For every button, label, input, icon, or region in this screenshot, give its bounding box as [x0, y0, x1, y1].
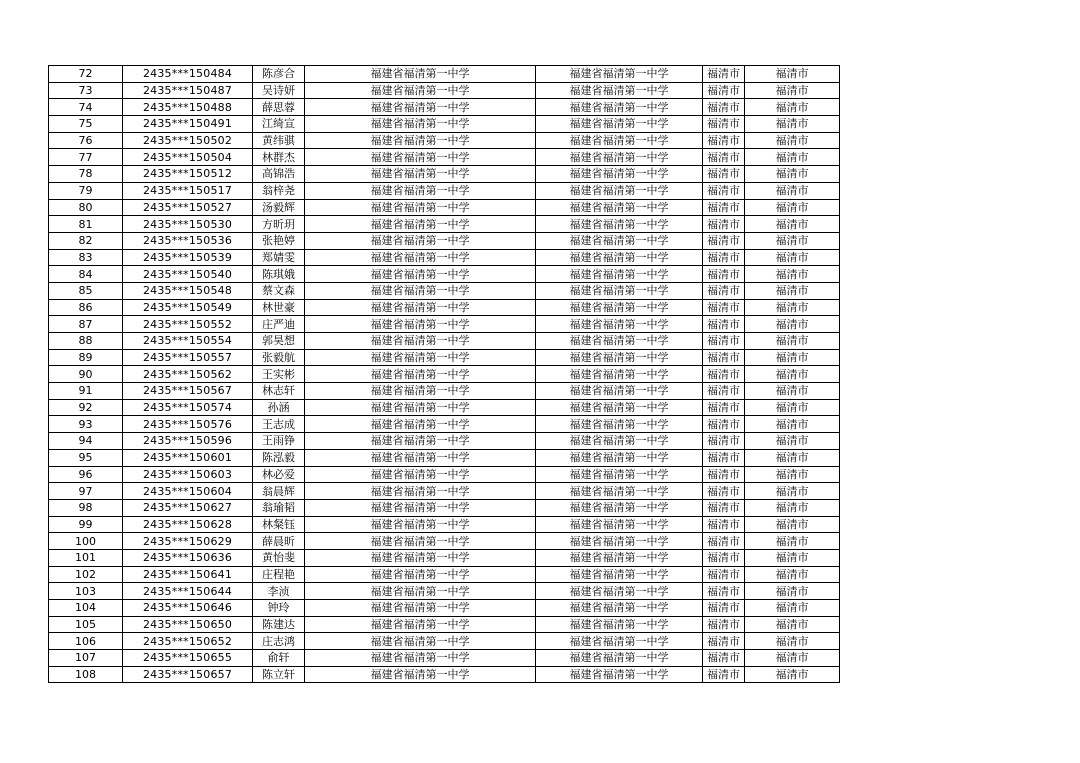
school-cell: 福建省福清第一中学	[305, 333, 536, 350]
row-number-cell: 94	[49, 433, 123, 450]
table-row	[49, 299, 840, 316]
exam-id-cell: 2435***150644	[123, 583, 253, 600]
table-row	[49, 583, 840, 600]
row-number-cell: 85	[49, 282, 123, 299]
row-number-cell: 95	[49, 449, 123, 466]
district-cell: 福清市	[745, 82, 840, 99]
row-number-cell: 87	[49, 316, 123, 333]
school-cell-2: 福建省福清第一中学	[536, 266, 703, 283]
student-name-cell: 江绮宣	[253, 116, 305, 133]
school-cell-2: 福建省福清第一中学	[536, 316, 703, 333]
exam-id-cell: 2435***150549	[123, 299, 253, 316]
district-cell: 福清市	[745, 499, 840, 516]
student-name-cell: 庄程艳	[253, 566, 305, 583]
exam-id-cell: 2435***150636	[123, 549, 253, 566]
city-cell: 福清市	[703, 366, 745, 383]
city-cell: 福清市	[703, 149, 745, 166]
table-row	[49, 433, 840, 450]
student-name-cell: 黄怡斐	[253, 549, 305, 566]
row-number-cell: 76	[49, 132, 123, 149]
school-cell: 福建省福清第一中学	[305, 600, 536, 617]
exam-id-cell: 2435***150652	[123, 633, 253, 650]
student-name-cell: 蔡文森	[253, 282, 305, 299]
city-cell: 福清市	[703, 116, 745, 133]
city-cell: 福清市	[703, 449, 745, 466]
city-cell: 福清市	[703, 166, 745, 183]
row-number-cell: 90	[49, 366, 123, 383]
table-row	[49, 249, 840, 266]
city-cell: 福清市	[703, 666, 745, 683]
student-name-cell: 林粲钰	[253, 516, 305, 533]
row-number-cell: 104	[49, 600, 123, 617]
table-row	[49, 199, 840, 216]
school-cell-2: 福建省福清第一中学	[536, 516, 703, 533]
school-cell: 福建省福清第一中学	[305, 399, 536, 416]
row-number-cell: 99	[49, 516, 123, 533]
row-number-cell: 89	[49, 349, 123, 366]
table-row	[49, 399, 840, 416]
city-cell: 福清市	[703, 583, 745, 600]
row-number-cell: 82	[49, 232, 123, 249]
exam-id-cell: 2435***150488	[123, 99, 253, 116]
district-cell: 福清市	[745, 533, 840, 550]
row-number-cell: 72	[49, 66, 123, 83]
district-cell: 福清市	[745, 282, 840, 299]
exam-id-cell: 2435***150536	[123, 232, 253, 249]
school-cell-2: 福建省福清第一中学	[536, 633, 703, 650]
table-row	[49, 216, 840, 233]
row-number-cell: 75	[49, 116, 123, 133]
table-row	[49, 316, 840, 333]
student-name-cell: 吴诗妍	[253, 82, 305, 99]
school-cell-2: 福建省福清第一中学	[536, 449, 703, 466]
school-cell: 福建省福清第一中学	[305, 499, 536, 516]
district-cell: 福清市	[745, 333, 840, 350]
school-cell-2: 福建省福清第一中学	[536, 399, 703, 416]
exam-id-cell: 2435***150596	[123, 433, 253, 450]
student-name-cell: 陈建达	[253, 616, 305, 633]
row-number-cell: 86	[49, 299, 123, 316]
school-cell: 福建省福清第一中学	[305, 516, 536, 533]
student-name-cell: 翁梓尧	[253, 182, 305, 199]
school-cell: 福建省福清第一中学	[305, 666, 536, 683]
school-cell: 福建省福清第一中学	[305, 132, 536, 149]
school-cell: 福建省福清第一中学	[305, 349, 536, 366]
exam-id-cell: 2435***150650	[123, 616, 253, 633]
school-cell-2: 福建省福清第一中学	[536, 483, 703, 500]
table-row	[49, 282, 840, 299]
school-cell: 福建省福清第一中学	[305, 182, 536, 199]
table-row	[49, 82, 840, 99]
school-cell: 福建省福清第一中学	[305, 633, 536, 650]
student-name-cell: 孙涵	[253, 399, 305, 416]
district-cell: 福清市	[745, 433, 840, 450]
student-name-cell: 王志成	[253, 416, 305, 433]
district-cell: 福清市	[745, 516, 840, 533]
district-cell: 福清市	[745, 116, 840, 133]
table-row	[49, 333, 840, 350]
exam-id-cell: 2435***150641	[123, 566, 253, 583]
school-cell-2: 福建省福清第一中学	[536, 466, 703, 483]
school-cell: 福建省福清第一中学	[305, 583, 536, 600]
school-cell-2: 福建省福清第一中学	[536, 600, 703, 617]
student-name-cell: 郭昊想	[253, 333, 305, 350]
table-row	[49, 666, 840, 683]
table-row	[49, 416, 840, 433]
exam-id-cell: 2435***150502	[123, 132, 253, 149]
city-cell: 福清市	[703, 232, 745, 249]
school-cell: 福建省福清第一中学	[305, 166, 536, 183]
table-row	[49, 149, 840, 166]
school-cell: 福建省福清第一中学	[305, 416, 536, 433]
school-cell-2: 福建省福清第一中学	[536, 383, 703, 400]
exam-id-cell: 2435***150655	[123, 650, 253, 667]
student-name-cell: 林世豪	[253, 299, 305, 316]
district-cell: 福清市	[745, 216, 840, 233]
city-cell: 福清市	[703, 299, 745, 316]
student-name-cell: 薛思蓉	[253, 99, 305, 116]
student-name-cell: 陈泓毅	[253, 449, 305, 466]
district-cell: 福清市	[745, 616, 840, 633]
exam-id-cell: 2435***150552	[123, 316, 253, 333]
district-cell: 福清市	[745, 199, 840, 216]
exam-id-cell: 2435***150487	[123, 82, 253, 99]
school-cell-2: 福建省福清第一中学	[536, 366, 703, 383]
school-cell-2: 福建省福清第一中学	[536, 116, 703, 133]
city-cell: 福清市	[703, 633, 745, 650]
city-cell: 福清市	[703, 499, 745, 516]
row-number-cell: 73	[49, 82, 123, 99]
district-cell: 福清市	[745, 182, 840, 199]
exam-id-cell: 2435***150567	[123, 383, 253, 400]
exam-id-cell: 2435***150562	[123, 366, 253, 383]
school-cell: 福建省福清第一中学	[305, 99, 536, 116]
exam-id-cell: 2435***150540	[123, 266, 253, 283]
district-cell: 福清市	[745, 249, 840, 266]
district-cell: 福清市	[745, 583, 840, 600]
district-cell: 福清市	[745, 399, 840, 416]
student-name-cell: 王实彬	[253, 366, 305, 383]
student-name-cell: 林群杰	[253, 149, 305, 166]
student-name-cell: 陈彦合	[253, 66, 305, 83]
school-cell-2: 福建省福清第一中学	[536, 549, 703, 566]
city-cell: 福清市	[703, 383, 745, 400]
school-cell: 福建省福清第一中学	[305, 232, 536, 249]
student-name-cell: 庄严迪	[253, 316, 305, 333]
city-cell: 福清市	[703, 600, 745, 617]
school-cell: 福建省福清第一中学	[305, 216, 536, 233]
row-number-cell: 105	[49, 616, 123, 633]
district-cell: 福清市	[745, 166, 840, 183]
row-number-cell: 83	[49, 249, 123, 266]
exam-id-cell: 2435***150512	[123, 166, 253, 183]
city-cell: 福清市	[703, 316, 745, 333]
table-row	[49, 132, 840, 149]
student-name-cell: 林志轩	[253, 383, 305, 400]
city-cell: 福清市	[703, 533, 745, 550]
school-cell: 福建省福清第一中学	[305, 299, 536, 316]
city-cell: 福清市	[703, 516, 745, 533]
student-name-cell: 翁晨辉	[253, 483, 305, 500]
district-cell: 福清市	[745, 650, 840, 667]
table-row	[49, 516, 840, 533]
school-cell-2: 福建省福清第一中学	[536, 650, 703, 667]
city-cell: 福清市	[703, 616, 745, 633]
city-cell: 福清市	[703, 249, 745, 266]
student-name-cell: 李浈	[253, 583, 305, 600]
city-cell: 福清市	[703, 416, 745, 433]
row-number-cell: 107	[49, 650, 123, 667]
table-row	[49, 600, 840, 617]
exam-id-cell: 2435***150601	[123, 449, 253, 466]
school-cell-2: 福建省福清第一中学	[536, 616, 703, 633]
student-name-cell: 陈琪娥	[253, 266, 305, 283]
district-cell: 福清市	[745, 416, 840, 433]
table-row	[49, 449, 840, 466]
district-cell: 福清市	[745, 600, 840, 617]
table-row	[49, 616, 840, 633]
row-number-cell: 100	[49, 533, 123, 550]
school-cell-2: 福建省福清第一中学	[536, 99, 703, 116]
school-cell-2: 福建省福清第一中学	[536, 132, 703, 149]
school-cell-2: 福建省福清第一中学	[536, 583, 703, 600]
roster-body	[49, 66, 840, 683]
row-number-cell: 97	[49, 483, 123, 500]
city-cell: 福清市	[703, 82, 745, 99]
row-number-cell: 79	[49, 182, 123, 199]
school-cell: 福建省福清第一中学	[305, 616, 536, 633]
student-name-cell: 郑婧雯	[253, 249, 305, 266]
exam-id-cell: 2435***150628	[123, 516, 253, 533]
exam-id-cell: 2435***150504	[123, 149, 253, 166]
school-cell-2: 福建省福清第一中学	[536, 82, 703, 99]
exam-id-cell: 2435***150484	[123, 66, 253, 83]
city-cell: 福清市	[703, 199, 745, 216]
school-cell-2: 福建省福清第一中学	[536, 349, 703, 366]
row-number-cell: 81	[49, 216, 123, 233]
table-row	[49, 266, 840, 283]
school-cell-2: 福建省福清第一中学	[536, 299, 703, 316]
school-cell: 福建省福清第一中学	[305, 266, 536, 283]
table-row	[49, 383, 840, 400]
exam-id-cell: 2435***150604	[123, 483, 253, 500]
district-cell: 福清市	[745, 99, 840, 116]
district-cell: 福清市	[745, 666, 840, 683]
row-number-cell: 103	[49, 583, 123, 600]
exam-id-cell: 2435***150554	[123, 333, 253, 350]
city-cell: 福清市	[703, 399, 745, 416]
school-cell: 福建省福清第一中学	[305, 282, 536, 299]
school-cell: 福建省福清第一中学	[305, 249, 536, 266]
row-number-cell: 84	[49, 266, 123, 283]
school-cell: 福建省福清第一中学	[305, 533, 536, 550]
school-cell: 福建省福清第一中学	[305, 383, 536, 400]
row-number-cell: 98	[49, 499, 123, 516]
school-cell: 福建省福清第一中学	[305, 466, 536, 483]
district-cell: 福清市	[745, 66, 840, 83]
exam-id-cell: 2435***150646	[123, 600, 253, 617]
table-row	[49, 116, 840, 133]
row-number-cell: 93	[49, 416, 123, 433]
roster-table	[48, 65, 840, 683]
school-cell: 福建省福清第一中学	[305, 433, 536, 450]
school-cell: 福建省福清第一中学	[305, 650, 536, 667]
table-row	[49, 549, 840, 566]
city-cell: 福清市	[703, 132, 745, 149]
table-row	[49, 566, 840, 583]
table-row	[49, 166, 840, 183]
row-number-cell: 106	[49, 633, 123, 650]
school-cell-2: 福建省福清第一中学	[536, 149, 703, 166]
row-number-cell: 96	[49, 466, 123, 483]
table-row	[49, 466, 840, 483]
student-name-cell: 翁瑜韬	[253, 499, 305, 516]
table-row	[49, 232, 840, 249]
student-name-cell: 张艳婷	[253, 232, 305, 249]
table-row	[49, 533, 840, 550]
table-row	[49, 349, 840, 366]
row-number-cell: 91	[49, 383, 123, 400]
school-cell: 福建省福清第一中学	[305, 82, 536, 99]
row-number-cell: 92	[49, 399, 123, 416]
city-cell: 福清市	[703, 566, 745, 583]
school-cell: 福建省福清第一中学	[305, 449, 536, 466]
city-cell: 福清市	[703, 182, 745, 199]
district-cell: 福清市	[745, 316, 840, 333]
student-name-cell: 张毅航	[253, 349, 305, 366]
exam-id-cell: 2435***150629	[123, 533, 253, 550]
row-number-cell: 101	[49, 549, 123, 566]
exam-id-cell: 2435***150576	[123, 416, 253, 433]
school-cell: 福建省福清第一中学	[305, 66, 536, 83]
school-cell-2: 福建省福清第一中学	[536, 199, 703, 216]
student-name-cell: 高锦浩	[253, 166, 305, 183]
city-cell: 福清市	[703, 349, 745, 366]
student-name-cell: 俞轩	[253, 650, 305, 667]
school-cell: 福建省福清第一中学	[305, 366, 536, 383]
district-cell: 福清市	[745, 266, 840, 283]
district-cell: 福清市	[745, 566, 840, 583]
exam-id-cell: 2435***150491	[123, 116, 253, 133]
student-name-cell: 庄志鸿	[253, 633, 305, 650]
city-cell: 福清市	[703, 333, 745, 350]
school-cell-2: 福建省福清第一中学	[536, 566, 703, 583]
district-cell: 福清市	[745, 449, 840, 466]
table-row	[49, 483, 840, 500]
city-cell: 福清市	[703, 99, 745, 116]
district-cell: 福清市	[745, 366, 840, 383]
student-name-cell: 汤毅辉	[253, 199, 305, 216]
city-cell: 福清市	[703, 433, 745, 450]
table-row	[49, 99, 840, 116]
city-cell: 福清市	[703, 216, 745, 233]
school-cell: 福建省福清第一中学	[305, 316, 536, 333]
exam-id-cell: 2435***150627	[123, 499, 253, 516]
school-cell: 福建省福清第一中学	[305, 483, 536, 500]
row-number-cell: 77	[49, 149, 123, 166]
table-row	[49, 499, 840, 516]
row-number-cell: 108	[49, 666, 123, 683]
row-number-cell: 88	[49, 333, 123, 350]
district-cell: 福清市	[745, 132, 840, 149]
city-cell: 福清市	[703, 466, 745, 483]
school-cell-2: 福建省福清第一中学	[536, 66, 703, 83]
school-cell: 福建省福清第一中学	[305, 199, 536, 216]
school-cell-2: 福建省福清第一中学	[536, 282, 703, 299]
city-cell: 福清市	[703, 282, 745, 299]
student-name-cell: 黄纬骐	[253, 132, 305, 149]
student-name-cell: 陈立轩	[253, 666, 305, 683]
district-cell: 福清市	[745, 349, 840, 366]
school-cell-2: 福建省福清第一中学	[536, 433, 703, 450]
table-row	[49, 633, 840, 650]
exam-id-cell: 2435***150557	[123, 349, 253, 366]
student-name-cell: 方昕玥	[253, 216, 305, 233]
row-number-cell: 80	[49, 199, 123, 216]
table-row	[49, 182, 840, 199]
exam-id-cell: 2435***150603	[123, 466, 253, 483]
school-cell-2: 福建省福清第一中学	[536, 666, 703, 683]
school-cell-2: 福建省福清第一中学	[536, 182, 703, 199]
exam-id-cell: 2435***150527	[123, 199, 253, 216]
city-cell: 福清市	[703, 266, 745, 283]
exam-id-cell: 2435***150539	[123, 249, 253, 266]
table-row	[49, 650, 840, 667]
row-number-cell: 74	[49, 99, 123, 116]
city-cell: 福清市	[703, 650, 745, 667]
row-number-cell: 102	[49, 566, 123, 583]
city-cell: 福清市	[703, 549, 745, 566]
district-cell: 福清市	[745, 483, 840, 500]
school-cell: 福建省福清第一中学	[305, 549, 536, 566]
exam-id-cell: 2435***150574	[123, 399, 253, 416]
table-row	[49, 366, 840, 383]
district-cell: 福清市	[745, 149, 840, 166]
city-cell: 福清市	[703, 66, 745, 83]
student-name-cell: 林必爱	[253, 466, 305, 483]
school-cell: 福建省福清第一中学	[305, 149, 536, 166]
student-name-cell: 薛晨昕	[253, 533, 305, 550]
city-cell: 福清市	[703, 483, 745, 500]
school-cell: 福建省福清第一中学	[305, 116, 536, 133]
school-cell-2: 福建省福清第一中学	[536, 499, 703, 516]
exam-id-cell: 2435***150517	[123, 182, 253, 199]
school-cell-2: 福建省福清第一中学	[536, 166, 703, 183]
district-cell: 福清市	[745, 549, 840, 566]
school-cell-2: 福建省福清第一中学	[536, 333, 703, 350]
row-number-cell: 78	[49, 166, 123, 183]
district-cell: 福清市	[745, 383, 840, 400]
table-row	[49, 66, 840, 83]
student-name-cell: 钟玲	[253, 600, 305, 617]
school-cell-2: 福建省福清第一中学	[536, 533, 703, 550]
school-cell: 福建省福清第一中学	[305, 566, 536, 583]
school-cell-2: 福建省福清第一中学	[536, 232, 703, 249]
district-cell: 福清市	[745, 633, 840, 650]
school-cell-2: 福建省福清第一中学	[536, 416, 703, 433]
exam-id-cell: 2435***150548	[123, 282, 253, 299]
student-name-cell: 王雨铮	[253, 433, 305, 450]
school-cell-2: 福建省福清第一中学	[536, 216, 703, 233]
school-cell-2: 福建省福清第一中学	[536, 249, 703, 266]
district-cell: 福清市	[745, 232, 840, 249]
district-cell: 福清市	[745, 299, 840, 316]
exam-id-cell: 2435***150657	[123, 666, 253, 683]
exam-id-cell: 2435***150530	[123, 216, 253, 233]
district-cell: 福清市	[745, 466, 840, 483]
